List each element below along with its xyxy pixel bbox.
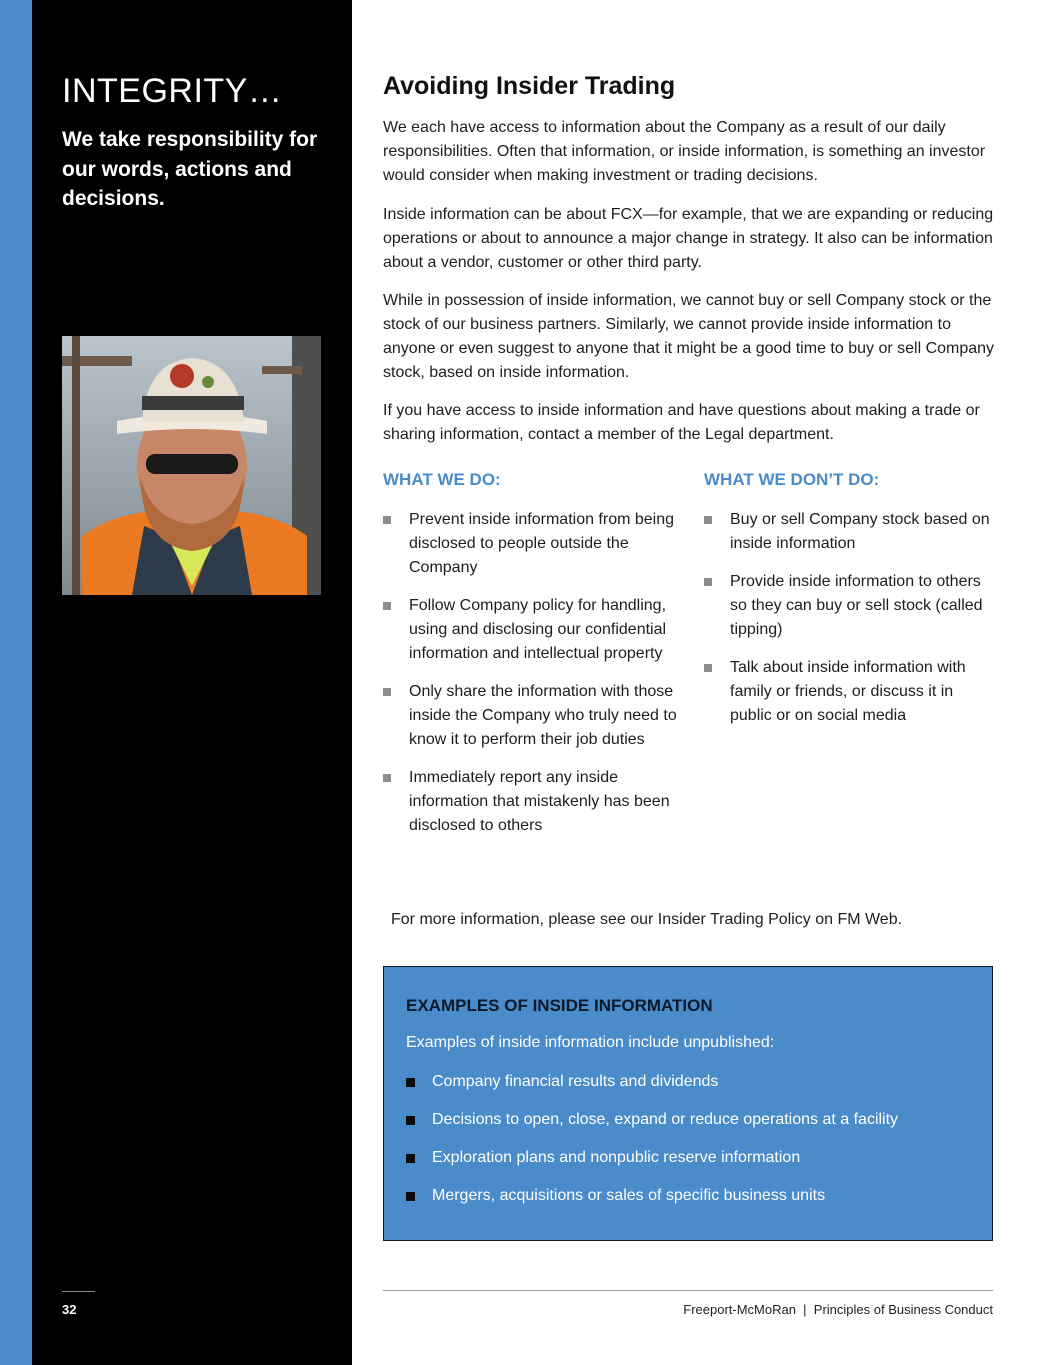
- list-item: [383, 766, 678, 838]
- list-item-text: Follow Company policy for handling, using and disclosing our confidential information and intellectual property: [409, 597, 667, 662]
- list-item: [406, 1186, 898, 1224]
- bullet-square-icon: [383, 688, 391, 696]
- list-item-text: Prevent inside information from being disclosed to people outside the Company: [409, 511, 675, 576]
- list-item-text: Company financial results and dividends: [432, 1073, 719, 1090]
- list-item: [383, 508, 678, 580]
- bullet-square-icon: [704, 578, 712, 586]
- section-title: INTEGRITY…: [62, 72, 283, 110]
- paragraph-3: While in possession of inside information, we cannot buy or sell Company stock or the stock of our business partners. Similarly, we cannot provide inside information to anyone or even suggest to anyone that it might be a good time to buy or sell Company stock, based on inside information.: [383, 292, 995, 381]
- what-we-do-heading: WHAT WE DO:: [383, 470, 501, 489]
- list-item-text: Talk about inside information with family or friends, or discuss it in public or on social media: [730, 659, 966, 724]
- worker-photo: [62, 336, 321, 595]
- list-item: [704, 508, 995, 556]
- bullet-square-icon: [406, 1116, 415, 1125]
- list-item: [704, 656, 995, 728]
- bullet-square-icon: [383, 602, 391, 610]
- list-item: [383, 594, 678, 666]
- page-number: 32: [62, 1302, 77, 1317]
- list-item-text: Mergers, acquisitions or sales of specific business units: [432, 1187, 826, 1204]
- footer-text: Freeport-McMoRan | Principles of Business Conduct: [683, 1302, 993, 1317]
- more-info-note: For more information, please see our Insider Trading Policy on FM Web.: [391, 911, 903, 928]
- bullet-square-icon: [406, 1192, 415, 1201]
- paragraph-4: If you have access to inside information and have questions about making a trade or sharing information, contact a member of the Legal department.: [383, 402, 980, 443]
- list-item-text: Buy or sell Company stock based on inside information: [730, 511, 990, 552]
- page-heading: Avoiding Insider Trading: [383, 72, 676, 100]
- bullet-square-icon: [406, 1154, 415, 1163]
- sidebar: [32, 0, 352, 1365]
- what-we-do-list: [383, 508, 678, 852]
- examples-list: [406, 1072, 898, 1224]
- examples-intro: Examples of inside information include unpublished:: [406, 1034, 775, 1051]
- list-item-text: Exploration plans and nonpublic reserve information: [432, 1149, 801, 1166]
- footer-rule-left: [62, 1291, 95, 1292]
- list-item: [406, 1072, 898, 1110]
- bullet-square-icon: [406, 1078, 415, 1087]
- what-we-dont-do-heading: WHAT WE DON’T DO:: [704, 470, 880, 489]
- list-item-text: Only share the information with those inside the Company who truly need to know it to perform their job duties: [409, 683, 677, 748]
- list-item-text: Decisions to open, close, expand or reduce operations at a facility: [432, 1111, 899, 1128]
- bullet-square-icon: [704, 516, 712, 524]
- section-tagline: We take responsibility for our words, actions and decisions.: [62, 128, 318, 210]
- bullet-square-icon: [383, 774, 391, 782]
- bullet-square-icon: [383, 516, 391, 524]
- what-we-dont-do-list: [704, 508, 995, 742]
- list-item: [406, 1110, 898, 1148]
- left-accent-stripe: [0, 0, 32, 1365]
- list-item-text: Immediately report any inside information that mistakenly has been disclosed to others: [409, 769, 670, 834]
- list-item-text: Provide inside information to others so they can buy or sell stock (called tipping): [730, 573, 983, 638]
- examples-callout-box: [383, 966, 993, 1241]
- examples-title: EXAMPLES OF INSIDE INFORMATION: [406, 996, 713, 1015]
- paragraph-1: We each have access to information about the Company as a result of our daily responsibilities. Often that information, or inside information, is something an investor would consider when making investment or trading decisions.: [383, 119, 986, 184]
- bullet-square-icon: [704, 664, 712, 672]
- worker-photo-illustration: [62, 336, 321, 595]
- footer-rule: [383, 1290, 993, 1291]
- list-item: [704, 570, 995, 642]
- list-item: [406, 1148, 898, 1186]
- paragraph-2: Inside information can be about FCX—for example, that we are expanding or reducing operations or about to announce a major change in strategy. It also can be information about a vendor, customer or other third party.: [383, 206, 994, 271]
- list-item: [383, 680, 678, 752]
